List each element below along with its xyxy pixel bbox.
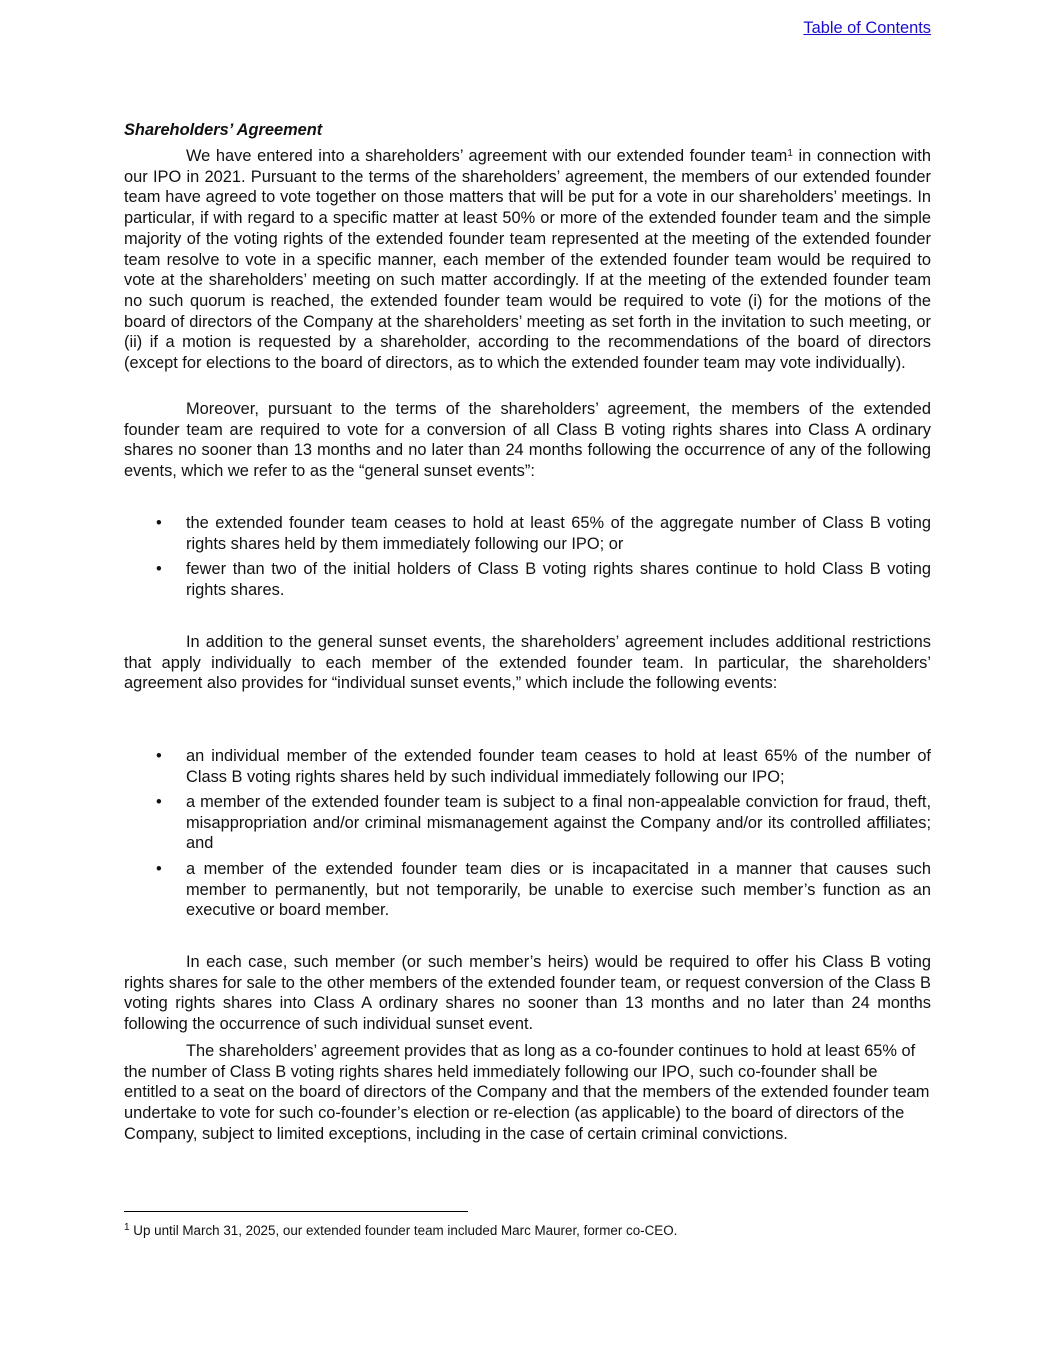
list-item — [124, 513, 931, 554]
list-item — [124, 746, 931, 787]
paragraph-1-text-cont: in connection with our IPO in 2021. Pursuant to the terms of the shareholders’ agreement, the members of our extended founder team have agreed to vote together on those matters that will be put for a vote in our shareholders’ meetings. In particular, if with regard to a specific matter at least 50% or more of the extended founder team and the simple majority of the voting rights of the extended founder team represented at the meeting of the extended founder team resolve to vote in a specific manner, each member of the extended founder team would be required to vote at the shareholders’ meeting on such matter accordingly. If at the meeting of the extended founder team no such quorum is reached, the extended founder team would be required to vote (i) for the motions of the board of directors of the Company at the shareholders’ meeting as set forth in the invitation to such meeting, or (ii) if a motion is requested by a shareholder, according to the recommendations of the board of directors (except for elections to the board of directors, as to which the extended founder team may vote individually). — [124, 147, 931, 373]
section-heading: Shareholders’ Agreement — [124, 121, 323, 139]
footnote-text: Up until March 31, 2025, our extended founder team included Marc Maurer, former co-CEO. — [129, 1223, 678, 1238]
bullet-icon: • — [156, 747, 162, 765]
list-item — [124, 859, 931, 921]
list-item — [124, 559, 931, 600]
list-item-text: an individual member of the extended founder team ceases to hold at least 65% of the number of Class B voting rights shares held by such individual immediately following our IPO; — [186, 747, 931, 786]
paragraph-1 — [124, 146, 931, 374]
footnote — [124, 1221, 677, 1242]
list-item-text: fewer than two of the initial holders of Class B voting rights shares continue to hold Class B voting rights shares. — [186, 560, 931, 599]
footnote-marker: 1 — [124, 1222, 130, 1233]
paragraph-2: Moreover, pursuant to the terms of the shareholders’ agreement, the members of the extended founder team are required to vote for a conversion of all Class B voting rights shares into Class A ordinary shares no sooner than 13 months and no later than 24 months following the occurrence of any of the following events, which we refer to as the “general sunset events”: — [124, 400, 931, 481]
list-item — [124, 792, 931, 854]
list-item-text: a member of the extended founder team is subject to a final non-appealable conviction for fraud, theft, misappropriation and/or criminal mismanagement against the Company and/or its controlled affiliates; and — [186, 793, 931, 853]
bullet-icon: • — [156, 860, 162, 878]
paragraph-4: In each case, such member (or such member’s heirs) would be required to offer his Class B voting rights shares for sale to the other members of the extended founder team, or request conversion of the Class B voting rights shares into Class A ordinary shares no sooner than 13 months and no later than 24 months following the occurrence of such individual sunset event. — [124, 953, 931, 1034]
footnote-ref: 1 — [787, 148, 793, 159]
paragraph-3: In addition to the general sunset events, the shareholders’ agreement includes additional restrictions that apply individually to each member of the extended founder team. In particular, the shareholders’ agreement also provides for “individual sunset events,” which include the following events: — [124, 633, 931, 693]
table-of-contents-link[interactable]: Table of Contents — [803, 19, 931, 37]
paragraph-1-text: We have entered into a shareholders’ agreement with our extended founder team — [186, 147, 788, 165]
list-item-text: a member of the extended founder team dies or is incapacitated in a manner that causes such member to permanently, but not temporarily, be unable to exercise such member’s function as an executive or board member. — [186, 860, 931, 920]
bullet-icon: • — [156, 560, 162, 578]
bullet-icon: • — [156, 514, 162, 532]
paragraph-5: The shareholders’ agreement provides that as long as a co-founder continues to hold at least 65% of the number of Class B voting rights shares held immediately following our IPO, such co-founder shall be entitled to a seat on the board of directors of the Company and that the members of the extended founder team undertake to vote for such co-founder’s election or re-election (as applicable) to the board of directors of the Company, subject to limited exceptions, including in the case of certain criminal convictions. — [124, 1042, 930, 1143]
bullet-icon: • — [156, 793, 162, 811]
footnote-divider — [124, 1211, 468, 1212]
list-item-text: the extended founder team ceases to hold at least 65% of the aggregate number of Class B voting rights shares held by them immediately following our IPO; or — [186, 514, 931, 553]
